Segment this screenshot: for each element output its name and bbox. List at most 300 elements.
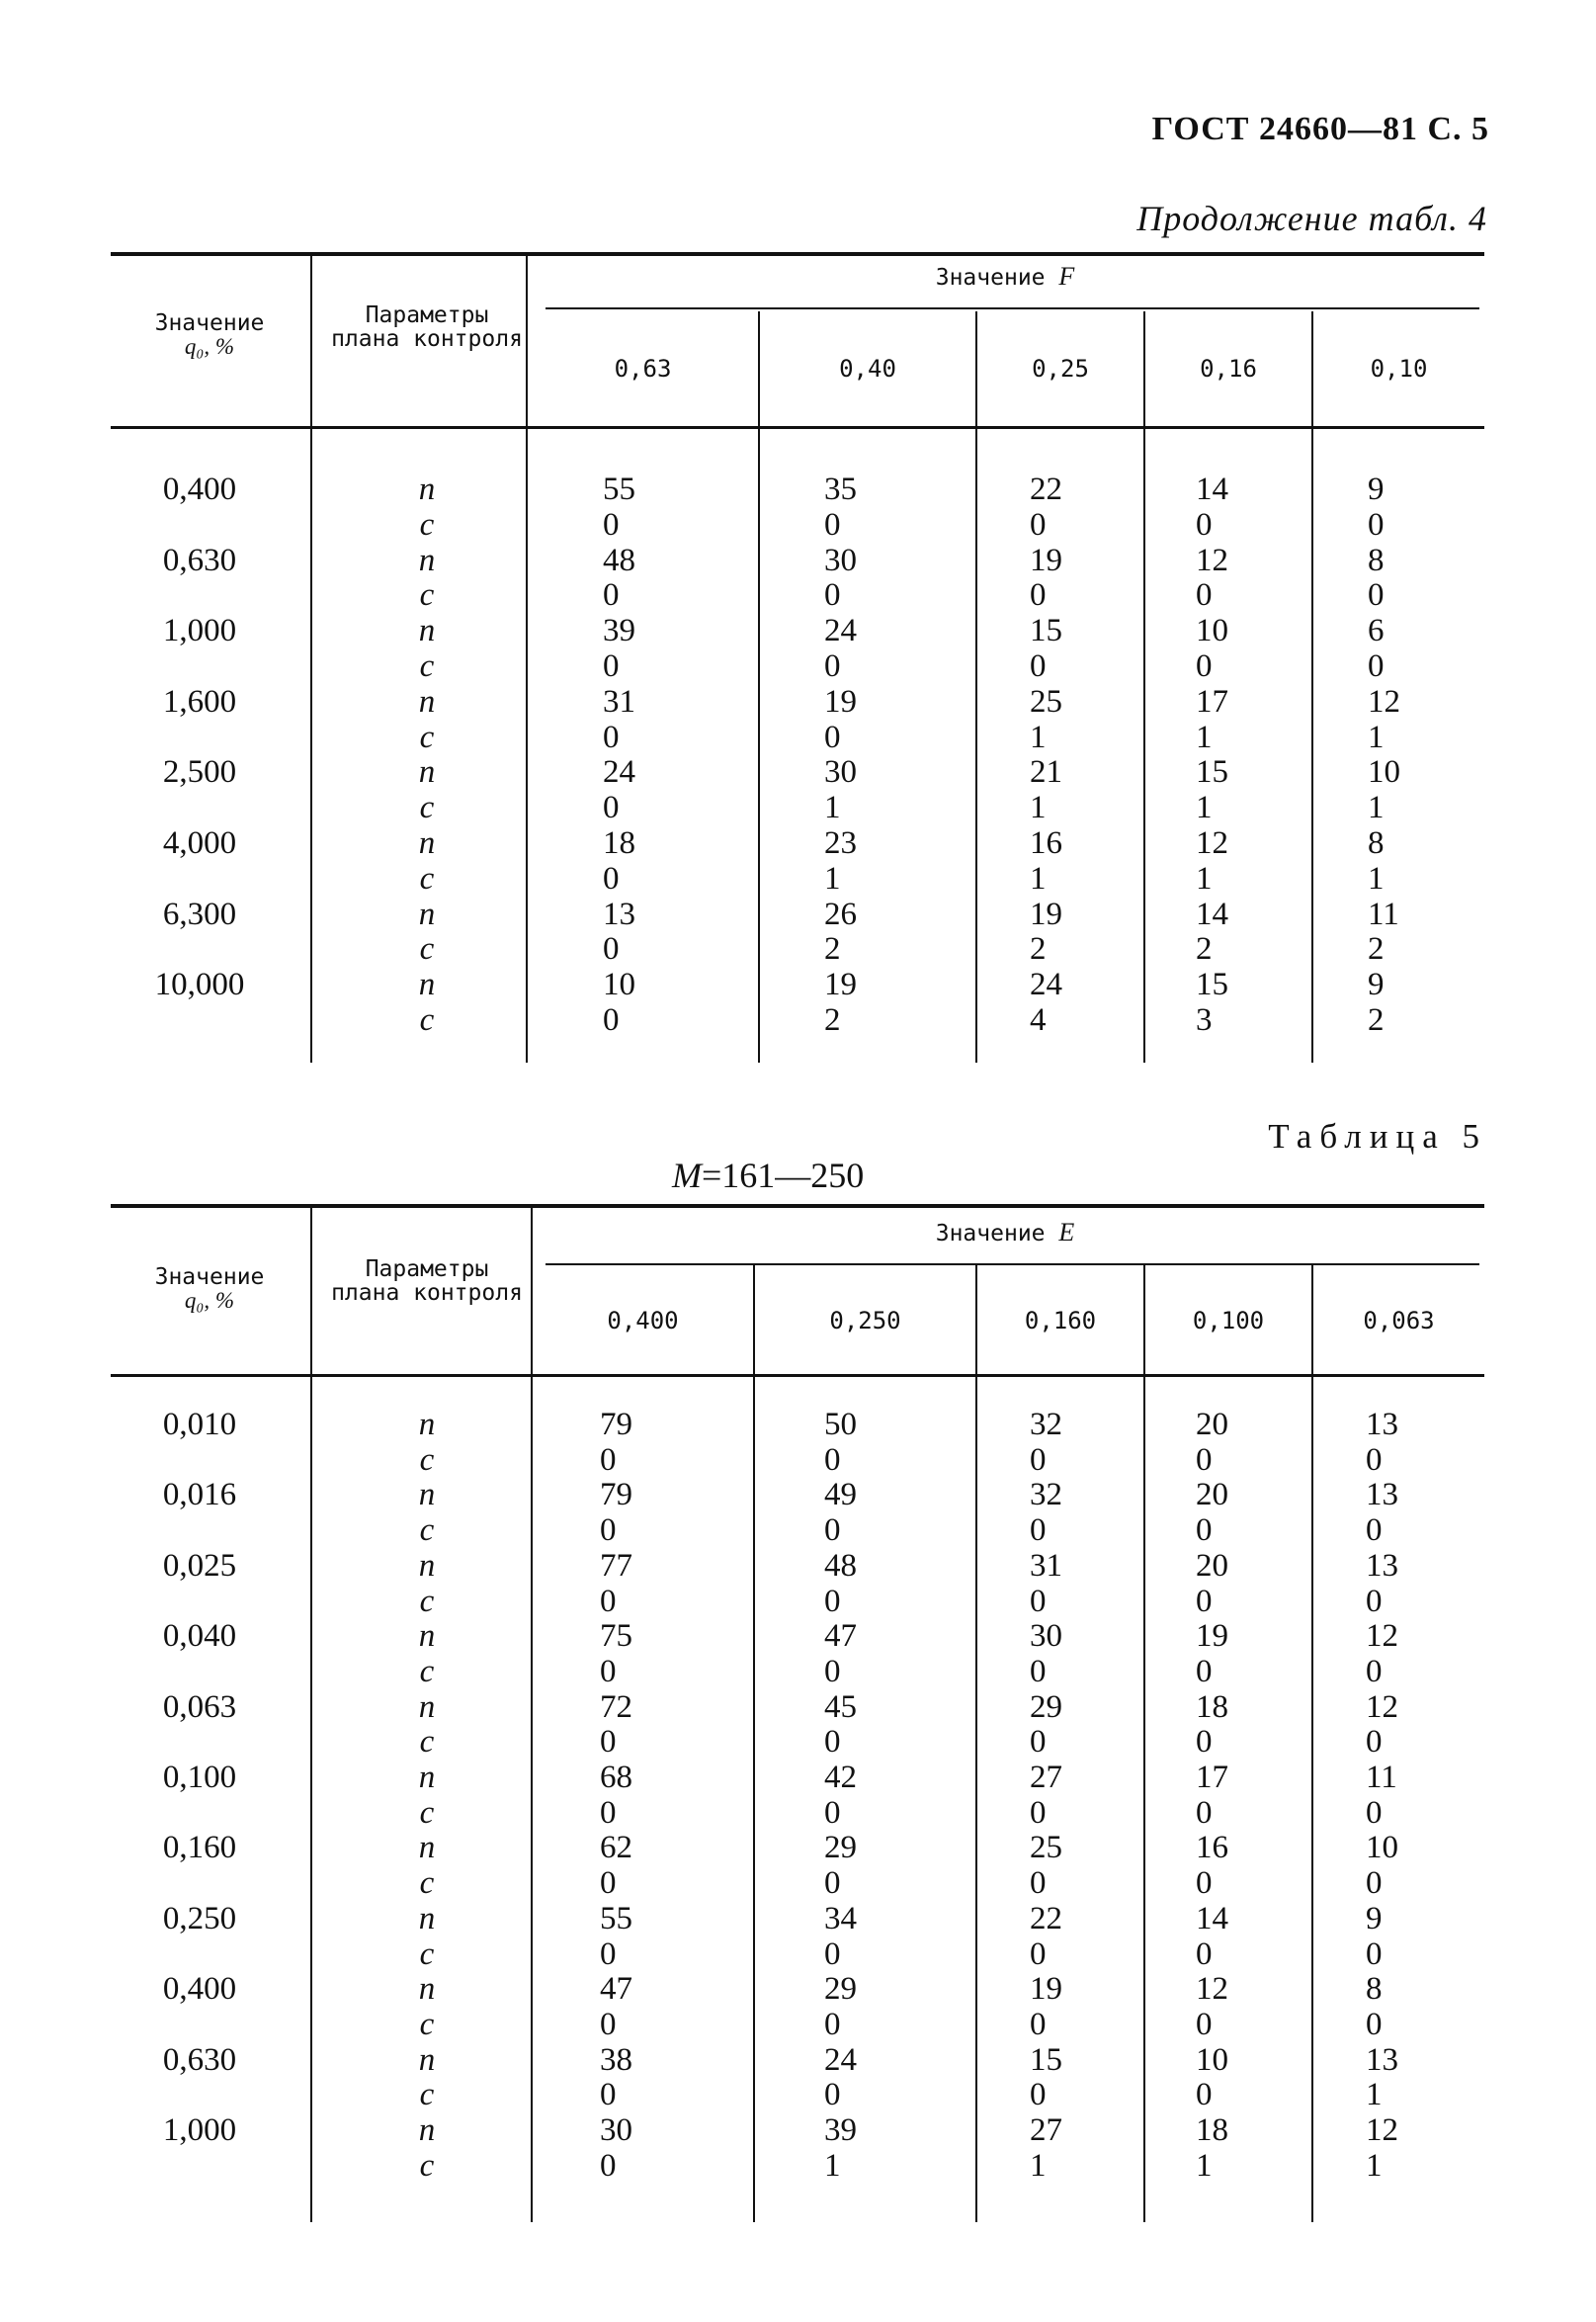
column-header-value: 0,400 (607, 1307, 679, 1334)
cell-parameter: c (419, 2147, 435, 2184)
cell-value: 13 (603, 896, 635, 932)
table-row (111, 1584, 1484, 1619)
cell-value: 19 (1030, 542, 1062, 578)
column-header-value: 0,40 (839, 355, 896, 383)
cell-value: 0 (603, 719, 620, 755)
cell-value: 1 (1368, 719, 1385, 755)
column-divider (310, 1204, 312, 2222)
cell-value: 39 (824, 2112, 857, 2148)
cell-value: 0 (1030, 1583, 1047, 1619)
cell-value: 24 (603, 754, 635, 791)
cell-value: 15 (1030, 2041, 1062, 2078)
cell-parameter: c (419, 790, 435, 826)
cell-parameter: n (418, 683, 436, 720)
cell-value: 0 (600, 2077, 617, 2113)
cell-value: 30 (824, 542, 857, 578)
cell-value: 12 (1196, 1971, 1228, 2008)
cell-value: 50 (824, 1407, 857, 1442)
cell-parameter: n (418, 2041, 436, 2078)
cell-value: 0 (824, 648, 841, 684)
cell-value: 22 (1030, 472, 1062, 507)
table-row (111, 1618, 1484, 1654)
cell-value: 30 (824, 754, 857, 791)
cell-q0: 0,010 (162, 1407, 237, 1442)
cell-value: 47 (824, 1618, 857, 1655)
table-row (111, 1760, 1484, 1795)
cell-value: 0 (1030, 2006, 1047, 2042)
table-row (111, 1901, 1484, 1936)
cell-value: 29 (1030, 1688, 1062, 1725)
cell-value: 48 (824, 1547, 857, 1584)
cell-parameter: n (418, 896, 436, 932)
cell-value: 0 (1196, 1512, 1213, 1549)
cell-parameter: c (419, 719, 435, 755)
column-header-q0 (121, 311, 298, 359)
column-group-header-variable: E (1058, 1218, 1075, 1247)
cell-value: 30 (1030, 1618, 1062, 1655)
cell-value: 0 (603, 790, 620, 826)
table-4-continued (111, 252, 1484, 1073)
cell-value: 0 (1030, 2077, 1047, 2113)
cell-value: 34 (824, 1900, 857, 1936)
column-header-parameters: Параметры плана контроля (331, 1256, 523, 1306)
cell-value: 0 (603, 931, 620, 968)
cell-q0: 2,500 (162, 754, 237, 791)
cell-value: 39 (603, 613, 635, 649)
cell-value: 15 (1196, 967, 1228, 1003)
cell-value: 10 (603, 967, 635, 1003)
table-row (111, 2007, 1484, 2042)
cell-q0: 1,000 (162, 2112, 237, 2148)
cell-value: 35 (824, 472, 857, 507)
cell-value: 0 (1196, 1441, 1213, 1478)
cell-value: 0 (600, 1441, 617, 1478)
cell-value: 2 (1368, 1002, 1385, 1038)
table-row (111, 754, 1484, 790)
cell-q0: 6,300 (162, 896, 237, 932)
cell-value: 77 (600, 1547, 632, 1584)
column-header-q0 (121, 1265, 298, 1313)
cell-value: 10 (1368, 754, 1400, 791)
column-header-value: 0,16 (1200, 355, 1257, 383)
cell-value: 38 (600, 2041, 632, 2078)
cell-value: 0 (600, 1653, 617, 1689)
column-header-q0-label: Значение (154, 310, 265, 336)
cell-value: 0 (824, 2077, 841, 2113)
cell-value: 1 (1030, 719, 1047, 755)
cell-value: 0 (1366, 1724, 1383, 1761)
cell-parameter: c (419, 2006, 435, 2042)
cell-value: 2 (824, 931, 841, 968)
cell-value: 2 (1368, 931, 1385, 968)
cell-value: 18 (1196, 1688, 1228, 1725)
cell-value: 0 (1030, 1794, 1047, 1831)
cell-value: 75 (600, 1618, 632, 1655)
cell-value: 31 (603, 683, 635, 720)
cell-value: 0 (824, 1441, 841, 1478)
cell-parameter: c (419, 1512, 435, 1549)
cell-parameter: c (419, 931, 435, 968)
cell-value: 24 (824, 613, 857, 649)
cell-value: 19 (1030, 896, 1062, 932)
cell-value: 1 (824, 790, 841, 826)
cell-value: 10 (1196, 613, 1228, 649)
cell-value: 17 (1196, 683, 1228, 720)
cell-value: 0 (1196, 648, 1213, 684)
table-row (111, 543, 1484, 578)
cell-q0: 0,016 (162, 1477, 237, 1513)
cell-q0: 0,063 (162, 1688, 237, 1725)
cell-value: 0 (1196, 577, 1213, 614)
cell-value: 0 (824, 1794, 841, 1831)
cell-parameter: n (418, 1760, 436, 1795)
cell-value: 0 (1196, 2006, 1213, 2042)
cell-value: 0 (1366, 1441, 1383, 1478)
table-row (111, 1002, 1484, 1038)
cell-value: 32 (1030, 1477, 1062, 1513)
cell-value: 27 (1030, 1760, 1062, 1795)
cell-parameter: n (418, 825, 436, 861)
cell-q0: 0,160 (162, 1830, 237, 1866)
column-header-parameters: Параметры плана контроля (331, 302, 523, 352)
cell-value: 0 (824, 1583, 841, 1619)
cell-value: 9 (1368, 967, 1385, 1003)
table-row (111, 790, 1484, 825)
cell-value: 0 (1196, 1724, 1213, 1761)
cell-value: 0 (1368, 506, 1385, 543)
header-sub-rule (546, 1263, 1479, 1265)
cell-value: 29 (824, 1830, 857, 1866)
column-header-value: 0,63 (614, 355, 672, 383)
cell-value: 25 (1030, 683, 1062, 720)
table-top-rule (111, 252, 1484, 256)
cell-value: 79 (600, 1407, 632, 1442)
cell-value: 8 (1366, 1971, 1383, 2008)
table-row (111, 507, 1484, 543)
cell-value: 0 (1366, 1583, 1383, 1619)
cell-value: 0 (603, 1002, 620, 1038)
cell-value: 18 (603, 825, 635, 861)
column-header-value: 0,100 (1192, 1307, 1265, 1334)
cell-value: 0 (1030, 648, 1047, 684)
table-row (111, 1407, 1484, 1442)
table-row (111, 1971, 1484, 2007)
cell-value: 3 (1196, 1002, 1213, 1038)
cell-value: 0 (1366, 2006, 1383, 2042)
cell-value: 0 (600, 1935, 617, 1972)
cell-value: 20 (1196, 1477, 1228, 1513)
column-header-value: 0,250 (829, 1307, 901, 1334)
cell-parameter: n (418, 1618, 436, 1655)
column-header-q0-label: Значение (154, 1264, 265, 1290)
cell-parameter: c (419, 1441, 435, 1478)
cell-value: 62 (600, 1830, 632, 1866)
table-row (111, 2042, 1484, 2078)
cell-value: 14 (1196, 1900, 1228, 1936)
table-row (111, 1689, 1484, 1725)
cell-value: 0 (1366, 1653, 1383, 1689)
cell-value: 11 (1368, 896, 1399, 932)
header-bottom-rule (111, 426, 1484, 429)
cell-value: 55 (603, 472, 635, 507)
cell-parameter: n (418, 967, 436, 1003)
cell-value: 20 (1196, 1547, 1228, 1584)
table-row (111, 1512, 1484, 1548)
cell-parameter: c (419, 506, 435, 543)
cell-parameter: c (419, 1002, 435, 1038)
cell-parameter: n (418, 2112, 436, 2148)
cell-value: 1 (824, 2147, 841, 2184)
cell-parameter: n (418, 1688, 436, 1725)
cell-value: 1 (1030, 2147, 1047, 2184)
cell-value: 8 (1368, 825, 1385, 861)
table-row (111, 2077, 1484, 2112)
cell-parameter: n (418, 472, 436, 507)
cell-value: 0 (824, 1724, 841, 1761)
column-header-value: 0,160 (1024, 1307, 1097, 1334)
cell-value: 79 (600, 1477, 632, 1513)
cell-value: 72 (600, 1688, 632, 1725)
cell-value: 11 (1366, 1760, 1397, 1795)
column-divider (531, 1204, 533, 2222)
cell-value: 0 (1368, 648, 1385, 684)
cell-value: 0 (824, 2006, 841, 2042)
cell-parameter: n (418, 1547, 436, 1584)
cell-value: 12 (1196, 825, 1228, 861)
cell-value: 18 (1196, 2112, 1228, 2148)
cell-parameter: n (418, 1407, 436, 1442)
cell-value: 0 (600, 2147, 617, 2184)
cell-value: 12 (1366, 1618, 1398, 1655)
cell-value: 19 (824, 967, 857, 1003)
column-divider (975, 1263, 977, 2222)
table-row (111, 897, 1484, 932)
cell-value: 15 (1196, 754, 1228, 791)
table-row (111, 1654, 1484, 1689)
cell-value: 0 (1366, 1865, 1383, 1902)
cell-value: 20 (1196, 1407, 1228, 1442)
cell-value: 12 (1196, 542, 1228, 578)
cell-value: 1 (1366, 2147, 1383, 2184)
table-row (111, 1865, 1484, 1901)
cell-value: 15 (1030, 613, 1062, 649)
table-top-rule (111, 1204, 1484, 1208)
table-row (111, 825, 1484, 861)
cell-value: 0 (824, 506, 841, 543)
table-row (111, 648, 1484, 684)
cell-value: 19 (1030, 1971, 1062, 2008)
cell-value: 12 (1366, 1688, 1398, 1725)
cell-value: 2 (824, 1002, 841, 1038)
cell-value: 0 (1030, 577, 1047, 614)
cell-value: 0 (1196, 1583, 1213, 1619)
cell-value: 0 (600, 1583, 617, 1619)
column-divider (753, 1263, 755, 2222)
column-group-header-label: Значение (935, 1221, 1046, 1247)
cell-value: 48 (603, 542, 635, 578)
cell-value: 0 (824, 1935, 841, 1972)
cell-value: 0 (1030, 1865, 1047, 1902)
cell-value: 13 (1366, 1547, 1398, 1584)
table-5 (111, 1204, 1484, 2222)
cell-value: 24 (824, 2041, 857, 2078)
cell-parameter: c (419, 1865, 435, 1902)
column-group-header-label: Значение (935, 265, 1046, 291)
cell-value: 23 (824, 825, 857, 861)
cell-value: 1 (824, 860, 841, 897)
cell-value: 0 (824, 577, 841, 614)
column-divider (1143, 311, 1145, 1063)
cell-value: 0 (824, 1512, 841, 1549)
column-divider (1311, 1263, 1313, 2222)
cell-value: 13 (1366, 2041, 1398, 2078)
cell-value: 0 (1366, 1794, 1383, 1831)
cell-parameter: n (418, 542, 436, 578)
cell-parameter: n (418, 754, 436, 791)
cell-value: 1 (1030, 860, 1047, 897)
cell-value: 0 (600, 1794, 617, 1831)
cell-value: 9 (1366, 1900, 1383, 1936)
table-row (111, 1477, 1484, 1512)
cell-value: 0 (1196, 1935, 1213, 1972)
cell-value: 16 (1196, 1830, 1228, 1866)
cell-value: 31 (1030, 1547, 1062, 1584)
cell-q0: 4,000 (162, 825, 237, 861)
table-row (111, 861, 1484, 897)
table-row (111, 613, 1484, 648)
table-row (111, 720, 1484, 755)
cell-value: 21 (1030, 754, 1062, 791)
cell-parameter: c (419, 1583, 435, 1619)
cell-value: 1 (1030, 790, 1047, 826)
cell-value: 0 (1030, 1935, 1047, 1972)
cell-parameter: c (419, 648, 435, 684)
cell-value: 19 (1196, 1618, 1228, 1655)
cell-value: 0 (1196, 506, 1213, 543)
cell-value: 24 (1030, 967, 1062, 1003)
table-row (111, 1548, 1484, 1584)
table-row (111, 2148, 1484, 2184)
column-divider (310, 252, 312, 1063)
cell-q0: 0,040 (162, 1618, 237, 1655)
cell-value: 0 (603, 577, 620, 614)
cell-q0: 0,025 (162, 1547, 237, 1584)
cell-value: 26 (824, 896, 857, 932)
document-reference: ГОСТ 24660—81 С. 5 (1151, 111, 1489, 147)
cell-value: 17 (1196, 1760, 1228, 1795)
column-divider (1311, 311, 1313, 1063)
cell-value: 0 (1196, 1794, 1213, 1831)
table-label: Таблица 5 (1268, 1117, 1487, 1156)
cell-value: 0 (600, 1724, 617, 1761)
cell-value: 0 (1030, 1653, 1047, 1689)
cell-parameter: c (419, 1794, 435, 1831)
cell-value: 0 (824, 719, 841, 755)
cell-value: 0 (1366, 1935, 1383, 1972)
column-divider (526, 252, 528, 1063)
column-header-value: 0,063 (1363, 1307, 1435, 1334)
cell-value: 0 (1030, 1441, 1047, 1478)
cell-q0: 1,600 (162, 683, 237, 720)
table-row (111, 1830, 1484, 1865)
cell-value: 29 (824, 1971, 857, 2008)
column-divider (1143, 1263, 1145, 2222)
cell-value: 25 (1030, 1830, 1062, 1866)
cell-parameter: n (418, 613, 436, 649)
cell-value: 13 (1366, 1407, 1398, 1442)
cell-value: 10 (1366, 1830, 1398, 1866)
cell-value: 0 (824, 1653, 841, 1689)
column-header-value: 0,10 (1370, 355, 1428, 383)
cell-parameter: c (419, 1653, 435, 1689)
cell-value: 9 (1368, 472, 1385, 507)
cell-value: 12 (1368, 683, 1400, 720)
cell-value: 10 (1196, 2041, 1228, 2078)
cell-value: 6 (1368, 613, 1385, 649)
range-value: =161—250 (702, 1156, 865, 1195)
table-row (111, 1442, 1484, 1478)
cell-q0: 0,630 (162, 2041, 237, 2078)
cell-value: 55 (600, 1900, 632, 1936)
cell-parameter: n (418, 1830, 436, 1866)
cell-value: 30 (600, 2112, 632, 2148)
cell-parameter: n (418, 1477, 436, 1513)
cell-value: 0 (1196, 2077, 1213, 2113)
column-header-q0-symbol: q₀, % (184, 334, 235, 359)
header-bottom-rule (111, 1374, 1484, 1377)
cell-q0: 0,100 (162, 1760, 237, 1795)
cell-value: 45 (824, 1688, 857, 1725)
cell-q0: 1,000 (162, 613, 237, 649)
cell-q0: 10,000 (154, 967, 245, 1003)
cell-value: 2 (1196, 931, 1213, 968)
table-row (111, 577, 1484, 613)
table-row (111, 1724, 1484, 1760)
column-divider (975, 311, 977, 1063)
table-row (111, 931, 1484, 967)
cell-parameter: c (419, 1935, 435, 1972)
cell-value: 0 (1366, 1512, 1383, 1549)
table-row (111, 472, 1484, 507)
cell-value: 1 (1196, 860, 1213, 897)
cell-value: 47 (600, 1971, 632, 2008)
column-group-header-variable: F (1058, 262, 1075, 291)
cell-value: 0 (1030, 1512, 1047, 1549)
cell-value: 0 (1196, 1653, 1213, 1689)
cell-value: 0 (1196, 1865, 1213, 1902)
cell-value: 0 (1030, 1724, 1047, 1761)
cell-parameter: c (419, 577, 435, 614)
cell-value: 27 (1030, 2112, 1062, 2148)
cell-value: 1 (1196, 790, 1213, 826)
cell-value: 0 (600, 1865, 617, 1902)
cell-value: 2 (1030, 931, 1047, 968)
cell-value: 0 (603, 506, 620, 543)
cell-value: 32 (1030, 1407, 1062, 1442)
cell-parameter: n (418, 1900, 436, 1936)
cell-value: 22 (1030, 1900, 1062, 1936)
column-header-value: 0,25 (1032, 355, 1089, 383)
table-row (111, 684, 1484, 720)
table-row (111, 1795, 1484, 1831)
column-group-header (526, 262, 1484, 292)
range-variable: M (672, 1156, 702, 1195)
cell-value: 12 (1366, 2112, 1398, 2148)
cell-value: 0 (603, 860, 620, 897)
range-label (672, 1155, 864, 1196)
cell-parameter: c (419, 1724, 435, 1761)
cell-q0: 0,250 (162, 1900, 237, 1936)
